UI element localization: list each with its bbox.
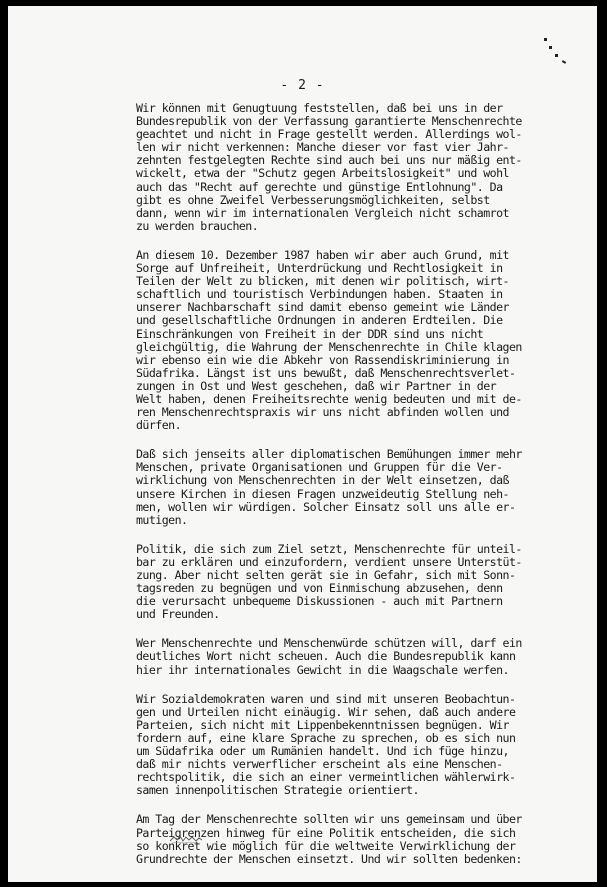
text-line: Welt haben, denen Freiheitsrechte wenig bedeuten und mit de- xyxy=(136,391,522,406)
text-line: gleichgültig, die Wahrung der Menschenrechte in Chile klagen xyxy=(136,339,522,354)
text-line: Politik, die sich zum Ziel setzt, Menschenrechte für unteil- xyxy=(136,541,522,556)
text-line: die verursacht unbequeme Diskussionen - auch mit Partnern xyxy=(136,594,503,609)
text-line: Daß sich jenseits aller diplomatischen Bemühungen immer mehr xyxy=(136,447,522,462)
text-line: zu werden brauchen. xyxy=(136,218,259,233)
text-line: bar zu erklären und einzufordern, verdient unsere Unterstüt- xyxy=(136,554,522,569)
text-line: Parteigrenzen hinweg für eine Politik entscheiden, die sich xyxy=(136,825,516,840)
text-line: deutliches Wort nicht scheuen. Auch die Bundesrepublik kann xyxy=(136,649,516,664)
document-page xyxy=(8,6,597,882)
text-line: len wir nicht verkennen: Manche dieser vor fast vier Jahr- xyxy=(136,140,509,155)
text-line: Einschränkungen von Freiheit in der DDR sind uns nicht xyxy=(136,326,484,341)
text-line: samen innenpolitischen Strategie orientiert. xyxy=(136,783,419,798)
text-line: Bundesrepublik von der Verfassung garantierte Menschenrechte xyxy=(136,114,522,129)
scan-mark xyxy=(555,54,558,57)
text-line: fordern auf, eine klare Sprache zu sprechen, ob es sich nun xyxy=(136,730,516,745)
paragraph xyxy=(136,448,566,527)
scan-mark xyxy=(544,38,547,41)
text-line: mutigen. xyxy=(136,512,188,527)
text-line: tagsreden zu begnügen und von Einmischung abzusehen, denn xyxy=(136,581,503,596)
page-number: - 2 - xyxy=(280,78,325,93)
text-line: auch das "Recht auf gerechte und günstige Entlohnung". Da xyxy=(136,179,503,194)
text-line: schaftlich und touristisch Verbindungen haben. Staaten in xyxy=(136,287,503,302)
text-line: Teilen der Welt zu blicken, mit denen wir politisch, wirt- xyxy=(136,274,509,289)
scan-smudge xyxy=(168,834,204,844)
paragraph xyxy=(136,102,566,233)
text-line: hier ihr internationales Gewicht in die Waagschale werfen. xyxy=(136,662,509,677)
text-line: Menschen, private Organisationen und Gruppen für die Ver- xyxy=(136,460,503,475)
text-line: Parteien, sich nicht mit Lippenbekenntnissen begnügen. Wir xyxy=(136,717,509,732)
paragraph xyxy=(136,249,566,432)
text-line: Grundrechte der Menschen einsetzt. Und wir sollten bedenken: xyxy=(136,851,522,866)
text-line: zung. Aber nicht selten gerät sie in Gefahr, sich mit Sonn- xyxy=(136,568,516,582)
text-line: geachtet und nicht in Frage gestellt werden. Allerdings wol- xyxy=(136,127,522,142)
paragraph xyxy=(136,637,566,676)
text-line: so konkret wie möglich für die weltweite Verwirklichung der xyxy=(136,838,516,853)
text-line: Am Tag der Menschenrechte sollten wir uns gemeinsam und über xyxy=(136,812,522,827)
text-line: Wir Sozialdemokraten waren und sind mit unseren Beobachtun- xyxy=(136,691,516,706)
paragraph xyxy=(136,543,566,622)
text-line: und Freunden. xyxy=(136,607,220,622)
text-line: unsere Kirchen in diesen Fragen unzweideutig Stellung neh- xyxy=(136,486,509,501)
text-line: dann, wenn wir im internationalen Vergleich nicht schamrot xyxy=(136,205,509,220)
body-text xyxy=(136,102,566,882)
text-line: Wir können mit Genugtuung feststellen, daß bei uns in der xyxy=(136,101,503,115)
text-line: um Südafrika oder um Rumänien handelt. Und ich füge hinzu, xyxy=(136,744,509,759)
text-line: unserer Nachbarschaft sind damit ebenso gemeint wie Länder xyxy=(136,300,509,315)
text-line: ren Menschenrechtspraxis wir uns nicht abfinden wollen und xyxy=(136,405,509,420)
text-line: men, wollen wir würdigen. Solcher Einsatz soll uns alle er- xyxy=(136,499,516,514)
text-line: gen und Urteilen nicht einäugig. Wir sehen, daß auch andere xyxy=(136,704,516,719)
text-line: rechtspolitik, die sich an einer vermeintlichen wählerwirk- xyxy=(136,770,516,785)
text-line: Sorge auf Unfreiheit, Unterdrückung und Rechtlosigkeit in xyxy=(136,261,503,276)
text-line: Südafrika. Längst ist uns bewußt, daß Menschenrechtsverlet- xyxy=(136,365,516,380)
text-line: zungen in Ost und West geschehen, daß wir Partner in der xyxy=(136,378,497,393)
text-line: gibt es ohne Zweifel Verbesserungsmöglichkeiten, selbst xyxy=(136,192,490,207)
text-line: An diesem 10. Dezember 1987 haben wir aber auch Grund, mit xyxy=(136,247,509,262)
text-line: wirklichung von Menschenrechten in der Welt einsetzen, daß xyxy=(136,473,509,488)
text-line: daß mir nichts verwerflicher erscheint als eine Menschen- xyxy=(136,757,503,772)
text-line: zehnten festgelegten Rechte sind auch bei uns nur mäßig ent- xyxy=(136,153,522,168)
scan-mark xyxy=(562,60,566,64)
text-line: wir ebenso ein wie die Abkehr von Rassendiskriminierung in xyxy=(136,352,509,367)
text-line: Wer Menschenrechte und Menschenwürde schützen will, darf ein xyxy=(136,636,522,651)
scan-mark xyxy=(549,46,552,49)
text-line: wickelt, etwa der "Schutz gegen Arbeitslosigkeit" und wohl xyxy=(136,166,509,181)
text-line: und gesellschaftliche Ordnungen in anderen Erdteilen. Die xyxy=(136,313,503,328)
text-line: dürfen. xyxy=(136,418,182,433)
paragraph xyxy=(136,693,566,798)
